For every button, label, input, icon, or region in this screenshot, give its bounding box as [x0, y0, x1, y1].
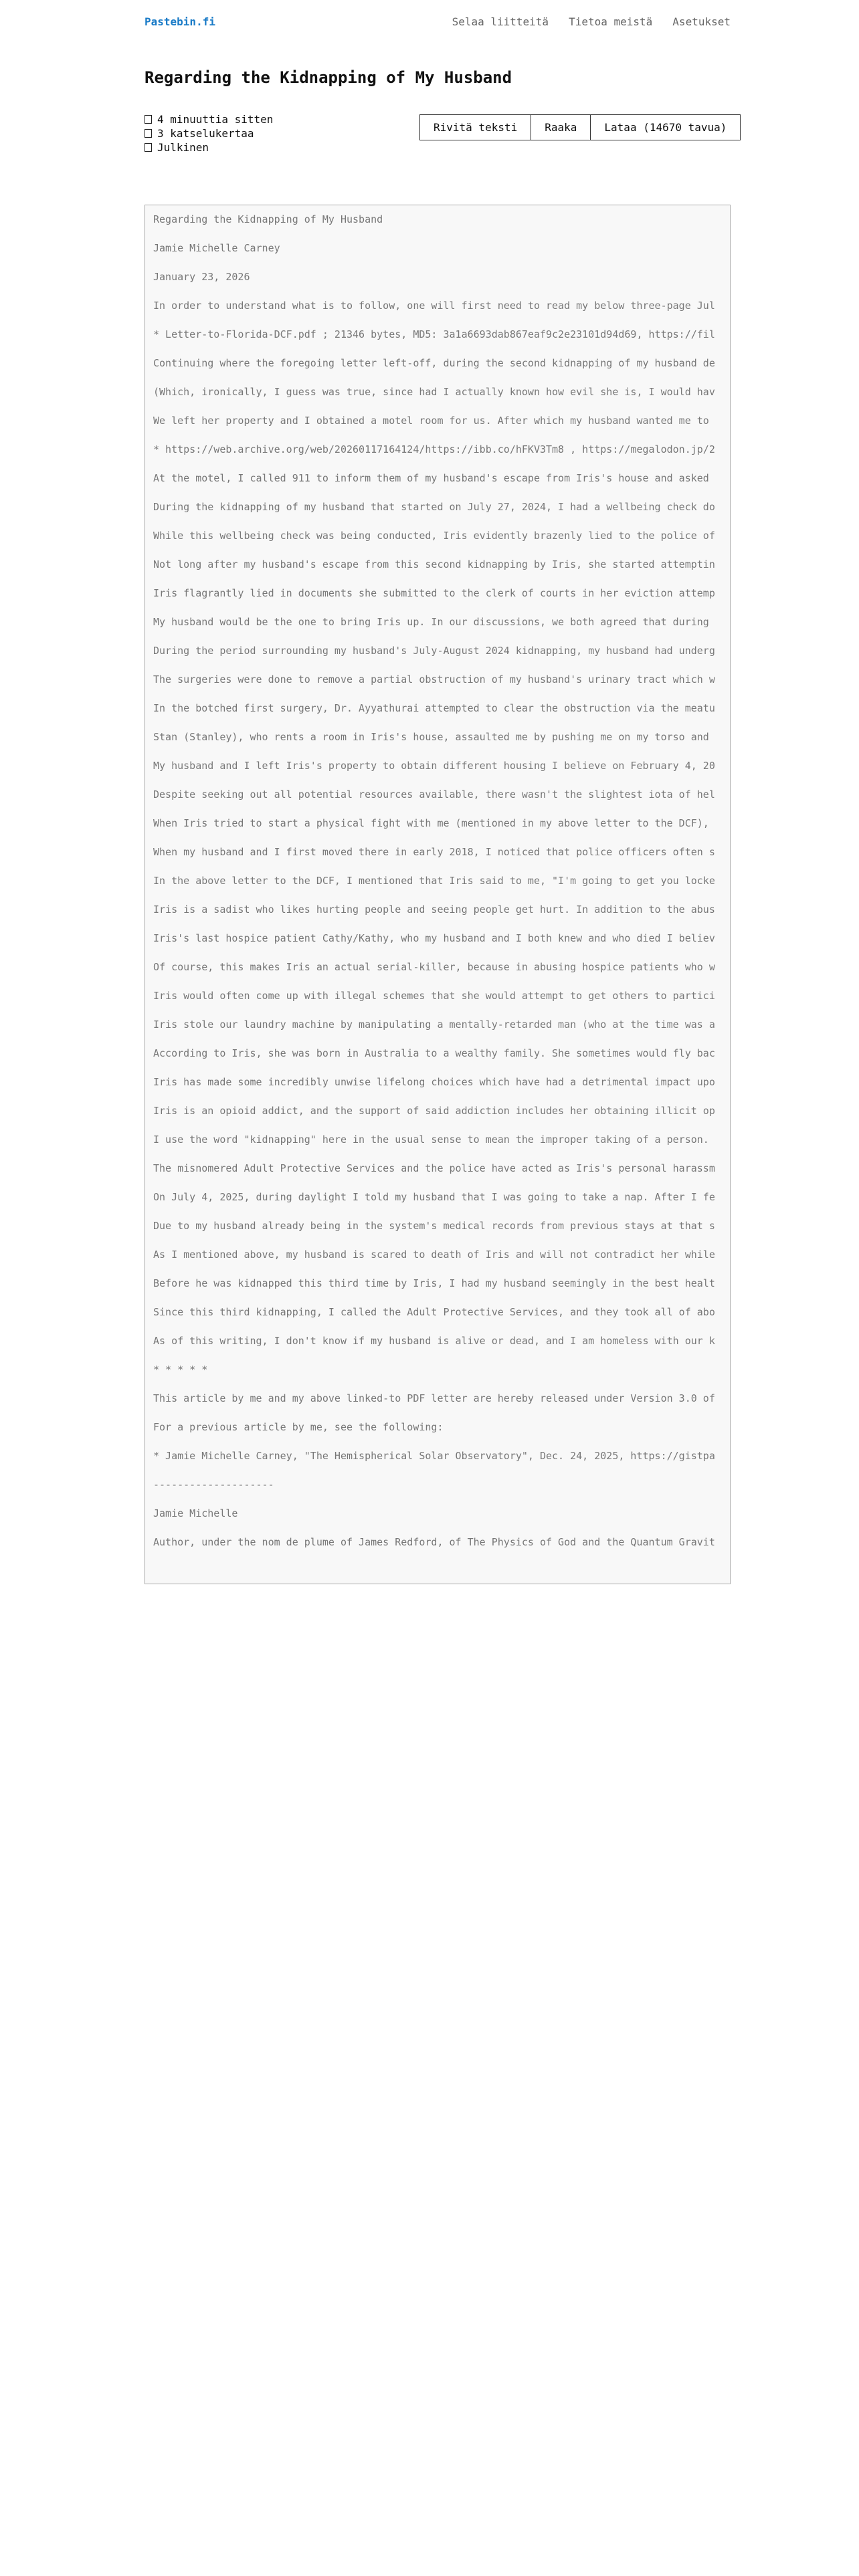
- paste-line: My husband and I left Iris's property to obtain different housing I believe on February 4, 20: [153, 760, 715, 772]
- paste-line: When Iris tried to start a physical fight with me (mentioned in my above letter to the DCF),: [153, 817, 709, 829]
- paste-line: * Jamie Michelle Carney, "The Hemispherical Solar Observatory", Dec. 24, 2025, https://gistpa: [153, 1450, 715, 1462]
- paste-line: Jamie Michelle: [153, 1507, 238, 1519]
- paste-line: The misnomered Adult Protective Services and the police have acted as Iris's personal harassm: [153, 1162, 715, 1174]
- paste-line: When my husband and I first moved there in early 2018, I noticed that police officers often s: [153, 846, 715, 858]
- nav-about-us[interactable]: Tietoa meistä: [569, 15, 653, 28]
- meta-visibility-text: Julkinen: [157, 141, 209, 154]
- paste-line: During the period surrounding my husband's July-August 2024 kidnapping, my husband had underg: [153, 645, 715, 657]
- paste-line: While this wellbeing check was being conducted, Iris evidently brazenly lied to the police of: [153, 530, 715, 542]
- paste-line: Not long after my husband's escape from this second kidnapping by Iris, she started attemptin: [153, 558, 715, 570]
- nav-browse-pastes[interactable]: Selaa liitteitä: [452, 15, 549, 28]
- paste-line: Iris's last hospice patient Cathy/Kathy, who my husband and I both knew and who died I believ: [153, 932, 715, 944]
- paste-line: Since this third kidnapping, I called the Adult Protective Services, and they took all of abo: [153, 1306, 715, 1318]
- site-logo-link[interactable]: Pastebin.fi: [145, 15, 215, 28]
- paste-line: Iris has made some incredibly unwise lifelong choices which have had a detrimental impact upo: [153, 1076, 715, 1088]
- raw-button[interactable]: Raaka: [531, 114, 591, 140]
- paste-line: * Letter-to-Florida-DCF.pdf ; 21346 bytes, MD5: 3a1a6693dab867eaf9c2e23101d94d69, https://fil: [153, 328, 715, 340]
- nav-settings[interactable]: Asetukset: [672, 15, 731, 28]
- paste-line: I use the word "kidnapping" here in the usual sense to mean the improper taking of a person.: [153, 1134, 709, 1146]
- paste-line: At the motel, I called 911 to inform them of my husband's escape from Iris's house and asked: [153, 472, 709, 484]
- meta-visibility: [145, 140, 273, 154]
- meta-views-text: 3 katselukertaa: [157, 127, 254, 140]
- paste-meta: [145, 112, 273, 154]
- paste-line: Stan (Stanley), who rents a room in Iris's house, assaulted me by pushing me on my torso and: [153, 731, 709, 743]
- top-navigation-bar: [145, 13, 731, 29]
- paste-line: Iris flagrantly lied in documents she submitted to the clerk of courts in her eviction attemp: [153, 587, 715, 599]
- paste-line: Despite seeking out all potential resources available, there wasn't the slightest iota of hel: [153, 788, 715, 800]
- paste-line: Iris stole our laundry machine by manipulating a mentally-retarded man (who at the time was a: [153, 1018, 715, 1031]
- meta-views: [145, 126, 273, 140]
- meta-created-text: 4 minuuttia sitten: [157, 113, 274, 126]
- paste-line: In the above letter to the DCF, I mentioned that Iris said to me, "I'm going to get you locke: [153, 875, 715, 887]
- paste-line: Of course, this makes Iris an actual serial-killer, because in abusing hospice patients who w: [153, 961, 715, 973]
- paste-line: Author, under the nom de plume of James Redford, of The Physics of God and the Quantum Gravit: [153, 1536, 715, 1548]
- paste-line: Regarding the Kidnapping of My Husband: [153, 213, 383, 225]
- wrap-text-button[interactable]: Rivitä teksti: [419, 114, 531, 140]
- paste-line: Iris is an opioid addict, and the support of said addiction includes her obtaining illicit op: [153, 1105, 715, 1117]
- download-button[interactable]: Lataa (14670 tavua): [590, 114, 741, 140]
- meta-created: [145, 112, 273, 126]
- paste-line: * https://web.archive.org/web/20260117164124/https://ibb.co/hFKV3Tm8 , https://megalodon.jp/2: [153, 443, 715, 455]
- paste-line: In the botched first surgery, Dr. Ayyathurai attempted to clear the obstruction via the meatu: [153, 702, 715, 714]
- clock-icon: [145, 115, 152, 124]
- eye-icon: [145, 129, 152, 138]
- paste-line: My husband would be the one to bring Iris up. In our discussions, we both agreed that during: [153, 616, 709, 628]
- main-nav: [452, 15, 731, 28]
- paste-line: On July 4, 2025, during daylight I told my husband that I was going to take a nap. After I fe: [153, 1191, 715, 1203]
- paste-line: * * * * *: [153, 1364, 208, 1376]
- paste-line: This article by me and my above linked-to PDF letter are hereby released under Version 3.0 of: [153, 1392, 715, 1404]
- paste-line: We left her property and I obtained a motel room for us. After which my husband wanted me to: [153, 415, 709, 427]
- paste-line: In order to understand what is to follow, one will first need to read my below three-page Jul: [153, 300, 715, 312]
- paste-title: Regarding the Kidnapping of My Husband: [145, 68, 512, 87]
- paste-line: As of this writing, I don't know if my husband is alive or dead, and I am homeless with our k: [153, 1335, 715, 1347]
- paste-actions: [419, 114, 741, 140]
- paste-line: Continuing where the foregoing letter left-off, during the second kidnapping of my husband de: [153, 357, 715, 369]
- paste-line: For a previous article by me, see the following:: [153, 1421, 444, 1433]
- paste-line: Iris is a sadist who likes hurting people and seeing people get hurt. In addition to the abus: [153, 903, 715, 916]
- paste-line: --------------------: [153, 1479, 274, 1491]
- paste-line: (Which, ironically, I guess was true, since had I actually known how evil she is, I would hav: [153, 386, 715, 398]
- paste-line: Due to my husband already being in the system's medical records from previous stays at that s: [153, 1220, 715, 1232]
- paste-line: According to Iris, she was born in Australia to a wealthy family. She sometimes would fly bac: [153, 1047, 715, 1059]
- paste-line: Before he was kidnapped this third time by Iris, I had my husband seemingly in the best healt: [153, 1277, 715, 1289]
- paste-line: As I mentioned above, my husband is scared to death of Iris and will not contradict her while: [153, 1249, 715, 1261]
- paste-line: January 23, 2026: [153, 271, 250, 283]
- globe-icon: [145, 143, 152, 152]
- paste-content[interactable]: [145, 205, 731, 1584]
- paste-line: During the kidnapping of my husband that started on July 27, 2024, I had a wellbeing check do: [153, 501, 715, 513]
- paste-line: The surgeries were done to remove a partial obstruction of my husband's urinary tract which w: [153, 673, 715, 685]
- paste-line: Jamie Michelle Carney: [153, 242, 280, 254]
- paste-line: Iris would often come up with illegal schemes that she would attempt to get others to partici: [153, 990, 715, 1002]
